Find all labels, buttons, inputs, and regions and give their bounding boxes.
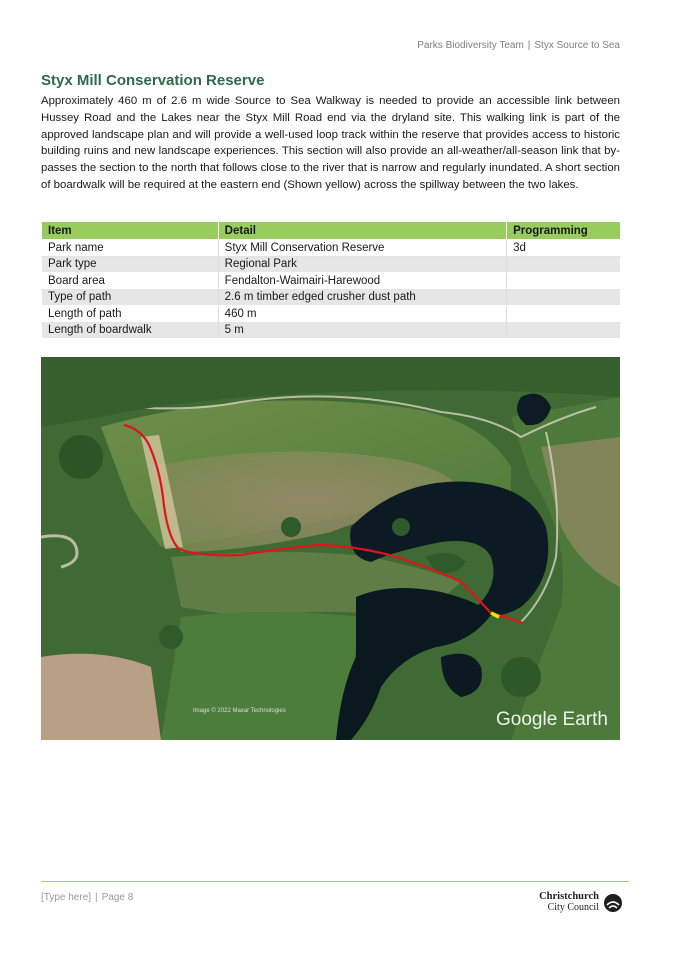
header-project: Styx Source to Sea: [534, 40, 620, 51]
map-credit: Image © 2022 Maxar Technologies: [193, 708, 286, 714]
table-row: [42, 289, 621, 306]
table-cell-item: Park type: [42, 256, 219, 273]
council-emblem-icon: [603, 893, 623, 913]
tree-cluster: [59, 435, 103, 479]
aerial-map: [41, 357, 620, 740]
aerial-map-image: [41, 357, 620, 740]
column-header-detail: Detail: [218, 222, 506, 240]
table-cell-detail: 2.6 m timber edged crusher dust path: [218, 289, 506, 306]
footer-divider: [41, 881, 629, 882]
table-cell-item: Length of path: [42, 306, 219, 323]
bottom-left-field: [41, 654, 161, 740]
table-header-row: [42, 222, 621, 240]
column-header-programming: Programming: [507, 222, 621, 240]
table-cell-programming: [507, 322, 621, 339]
table-row: [42, 256, 621, 273]
section-body: Approximately 460 m of 2.6 m wide Source to Sea Walkway is needed to provide an accessible link between Hussey Road and the Lakes near the Styx Mill Road end via the dryland site. This walking link is part of the approved landscape plan and will provide a well-used loop track within the reserve that provides access to historic building ruins and new landscape experiences. This section will also provide an all-weather/all-season link that by-passes the section to the north that follows close to the river that is narrow and regularly inundated. A short section of boardwalk will be required at the eastern end (Shown yellow) across the spillway between the two lakes.: [41, 95, 620, 191]
logo-line-2: City Council: [547, 902, 599, 913]
header-separator: |: [527, 40, 531, 51]
table-cell-item: Length of boardwalk: [42, 322, 219, 339]
table-row: [42, 306, 621, 323]
council-logo: [540, 891, 625, 917]
table-cell-programming: [507, 306, 621, 323]
tree-cluster: [159, 625, 183, 649]
table-row: [42, 322, 621, 339]
table-cell-programming: [507, 256, 621, 273]
table-cell-item: Park name: [42, 240, 219, 257]
table-cell-programming: 3d: [507, 240, 621, 257]
table-cell-programming: [507, 273, 621, 290]
page-number: Page 8: [101, 892, 134, 903]
table-row: [42, 240, 621, 257]
column-header-item: Item: [42, 222, 219, 240]
table-cell-detail: Fendalton-Waimairi-Harewood: [218, 273, 506, 290]
table-row: [42, 273, 621, 290]
table-cell-detail: 5 m: [218, 322, 506, 339]
footer-separator: |: [95, 892, 98, 903]
section-title: Styx Mill Conservation Reserve: [41, 72, 265, 89]
page-footer: [41, 892, 133, 903]
table-cell-detail: Regional Park: [218, 256, 506, 273]
tree-cluster: [392, 518, 410, 536]
header-team: Parks Biodiversity Team: [417, 40, 524, 51]
table-cell-detail: 460 m: [218, 306, 506, 323]
info-table: [41, 221, 621, 339]
bottom-grassland: [161, 612, 361, 740]
page-header: [417, 40, 620, 51]
footer-placeholder: [Type here]: [41, 892, 92, 903]
google-earth-watermark: Google Earth: [496, 709, 608, 730]
table-cell-detail: Styx Mill Conservation Reserve: [218, 240, 506, 257]
table-cell-programming: [507, 289, 621, 306]
tree-cluster: [281, 517, 301, 537]
table-cell-item: Board area: [42, 273, 219, 290]
tree-cluster: [501, 657, 541, 697]
logo-line-1: Christchurch: [539, 891, 599, 902]
table-cell-item: Type of path: [42, 289, 219, 306]
